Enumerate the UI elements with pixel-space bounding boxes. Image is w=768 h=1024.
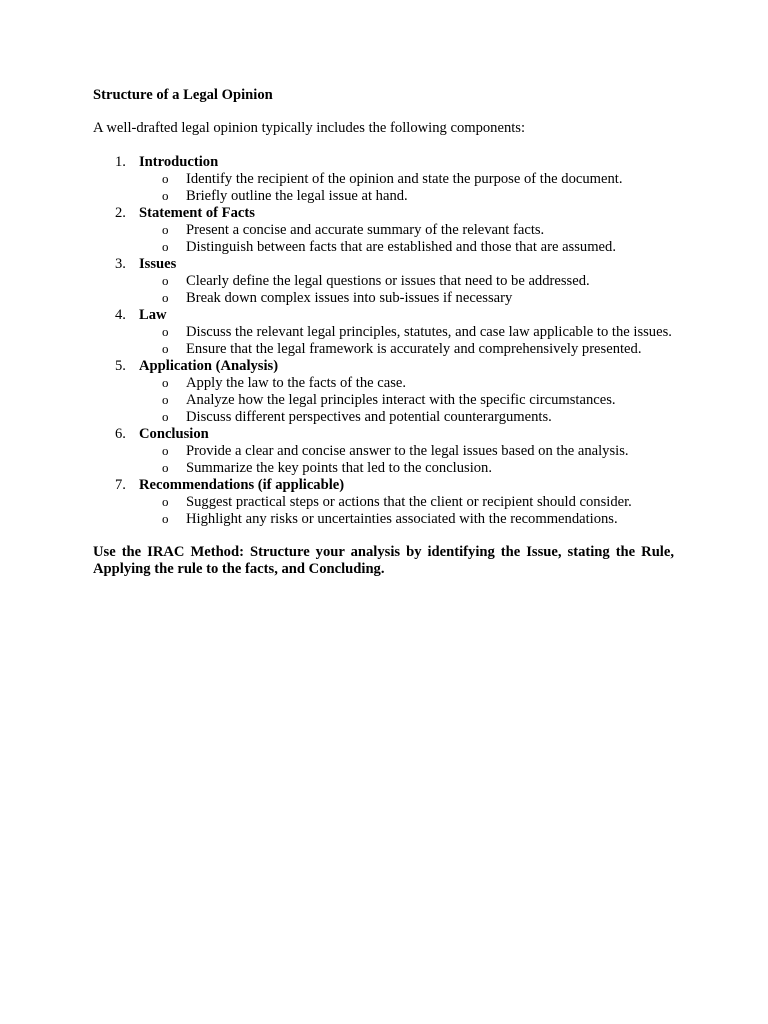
section-points [93, 273, 674, 307]
section-points [93, 222, 674, 256]
sections-list [93, 154, 674, 528]
bullet-point [93, 188, 674, 205]
section-points [93, 171, 674, 205]
bullet-marker: o [162, 188, 169, 203]
bullet-text: Highlight any risks or uncertainties associated with the recommendations. [186, 511, 618, 527]
bullet-marker: o [162, 273, 169, 288]
bullet-text: Suggest practical steps or actions that the client or recipient should consider. [186, 494, 632, 510]
bullet-marker: o [162, 324, 169, 339]
bullet-marker: o [162, 392, 169, 407]
intro-paragraph: A well-drafted legal opinion typically includes the following components: [93, 120, 526, 136]
section-item [93, 307, 674, 358]
bullet-point [93, 443, 674, 460]
bullet-point [93, 222, 674, 239]
section-points [93, 443, 674, 477]
bullet-point [93, 494, 674, 511]
bullet-text: Discuss the relevant legal principles, statutes, and case law applicable to the issues. [186, 324, 672, 340]
section-item [93, 477, 674, 528]
bullet-text: Identify the recipient of the opinion and state the purpose of the document. [186, 171, 623, 187]
section-heading [93, 477, 674, 494]
section-number: 1. [115, 154, 126, 170]
section-number: 3. [115, 256, 126, 272]
bullet-marker: o [162, 375, 169, 390]
bullet-marker: o [162, 460, 169, 475]
bullet-marker: o [162, 443, 169, 458]
bullet-point [93, 511, 674, 528]
bullet-marker: o [162, 511, 169, 526]
bullet-point [93, 290, 674, 307]
bullet-text: Present a concise and accurate summary of the relevant facts. [186, 222, 545, 238]
bullet-point [93, 460, 674, 477]
section-item [93, 358, 674, 426]
bullet-text: Discuss different perspectives and potential counterarguments. [186, 409, 552, 425]
section-heading-text: Application (Analysis) [139, 358, 279, 374]
section-heading-text: Statement of Facts [139, 205, 255, 221]
bullet-text: Ensure that the legal framework is accurately and comprehensively presented. [186, 341, 642, 357]
section-points [93, 494, 674, 528]
section-number: 7. [115, 477, 126, 493]
bullet-marker: o [162, 494, 169, 509]
section-points [93, 324, 674, 358]
section-heading [93, 205, 674, 222]
section-points [93, 375, 674, 426]
section-heading-text: Introduction [139, 154, 219, 170]
bullet-text: Clearly define the legal questions or issues that need to be addressed. [186, 273, 590, 289]
section-heading-text: Conclusion [139, 426, 209, 442]
bullet-point [93, 375, 674, 392]
section-number: 4. [115, 307, 126, 323]
section-item [93, 205, 674, 256]
bullet-text: Distinguish between facts that are established and those that are assumed. [186, 239, 616, 255]
section-heading [93, 358, 674, 375]
bullet-marker: o [162, 341, 169, 356]
bullet-point [93, 392, 674, 409]
section-item [93, 256, 674, 307]
bullet-point [93, 409, 674, 426]
section-number: 5. [115, 358, 126, 374]
section-heading-text: Issues [139, 256, 177, 272]
bullet-marker: o [162, 239, 169, 254]
bullet-text: Apply the law to the facts of the case. [186, 375, 407, 391]
bullet-text: Break down complex issues into sub-issues if necessary [186, 290, 513, 306]
bullet-text: Summarize the key points that led to the conclusion. [186, 460, 492, 476]
bullet-point [93, 324, 674, 341]
irac-closing-paragraph: Use the IRAC Method: Structure your analysis by identifying the Issue, stating the Rule, Applying the rule to the facts, and Concluding. [93, 544, 674, 577]
section-heading-text: Law [139, 307, 167, 323]
section-heading-text: Recommendations (if applicable) [139, 477, 345, 493]
bullet-text: Provide a clear and concise answer to the legal issues based on the analysis. [186, 443, 629, 459]
bullet-text: Analyze how the legal principles interact with the specific circumstances. [186, 392, 616, 408]
section-heading [93, 426, 674, 443]
bullet-point [93, 341, 674, 358]
section-item [93, 154, 674, 205]
bullet-text: Briefly outline the legal issue at hand. [186, 188, 408, 204]
section-number: 6. [115, 426, 126, 442]
document-title: Structure of a Legal Opinion [93, 87, 273, 103]
bullet-marker: o [162, 171, 169, 186]
section-heading [93, 256, 674, 273]
bullet-point [93, 239, 674, 256]
section-heading [93, 307, 674, 324]
document-page [93, 87, 674, 578]
bullet-marker: o [162, 222, 169, 237]
section-heading [93, 154, 674, 171]
bullet-point [93, 171, 674, 188]
section-number: 2. [115, 205, 126, 221]
section-item [93, 426, 674, 477]
bullet-marker: o [162, 290, 169, 305]
bullet-point [93, 273, 674, 290]
bullet-marker: o [162, 409, 169, 424]
